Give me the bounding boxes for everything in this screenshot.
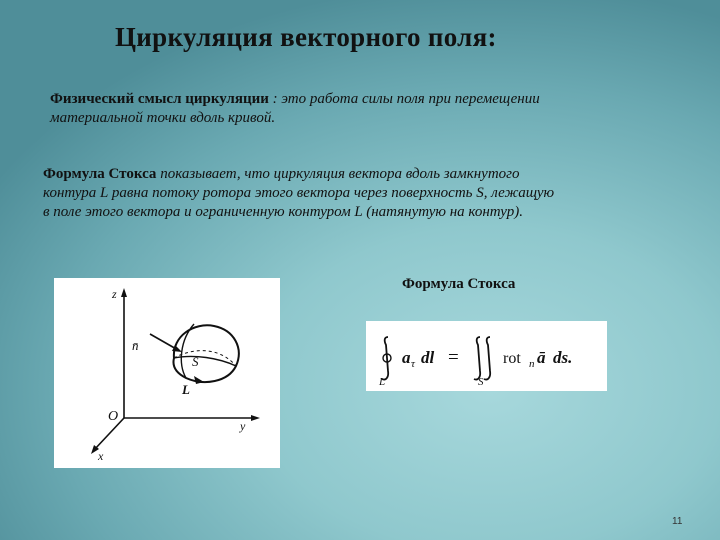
physical-meaning-text: : это работа силы поля при перемещении (268, 91, 540, 107)
y-axis-arrow-icon (251, 415, 260, 421)
slide-title: Циркуляция векторного поля: (115, 22, 497, 52)
formula-rot-subscript: n (529, 358, 535, 370)
surface-diagram (54, 278, 280, 468)
axis-y-label: y (240, 419, 246, 433)
formula-dl: dl (421, 348, 435, 367)
normal-label: n̄ (132, 338, 139, 353)
contour-back-dashed (174, 351, 236, 366)
formula-vector-a: ā (537, 348, 546, 367)
physical-meaning-paragraph (50, 90, 680, 128)
normal-vector-arrow-icon (172, 345, 182, 352)
formula-caption: Формула Стокса (402, 276, 516, 292)
stokes-formula (366, 321, 607, 391)
formula-lower-S: S (478, 376, 484, 388)
formula-equals: = (448, 347, 459, 368)
stokes-text-2: контура L равна потоку ротора этого вектора через поверхность S, лежащую (43, 185, 555, 201)
double-integral-right-icon (484, 337, 490, 380)
formula-lhs-a: a (402, 348, 411, 367)
double-integral-left-icon (474, 337, 480, 380)
formula-image (366, 321, 607, 391)
origin-label: O (108, 409, 119, 424)
stokes-term: Формула Стокса (43, 166, 157, 182)
formula-lower-L: L (379, 376, 386, 388)
surface-label: S (192, 354, 199, 369)
formula-rot: rot (503, 350, 521, 367)
z-axis-arrow-icon (121, 288, 127, 297)
axis-z-label: z (112, 287, 117, 301)
stokes-surface-figure (54, 278, 280, 468)
physical-meaning-text-2: материальной точки вдоль кривой. (50, 110, 276, 126)
surface-meridian (181, 324, 194, 378)
contour-label: L (182, 382, 190, 397)
formula-ds: ds. (553, 348, 573, 367)
physical-meaning-term: Физический смысл циркуляции (50, 91, 269, 107)
axis-x-label: x (98, 449, 104, 463)
stokes-description-paragraph (43, 165, 683, 222)
stokes-text-3: в поле этого вектора и ограниченную контуром L (натянутую на контур). (43, 204, 523, 220)
stokes-text-1: показывает, что циркуляция вектора вдоль замкнутого (156, 166, 520, 182)
page-number: 11 (672, 516, 683, 527)
formula-lhs-subscript: τ (411, 358, 415, 370)
